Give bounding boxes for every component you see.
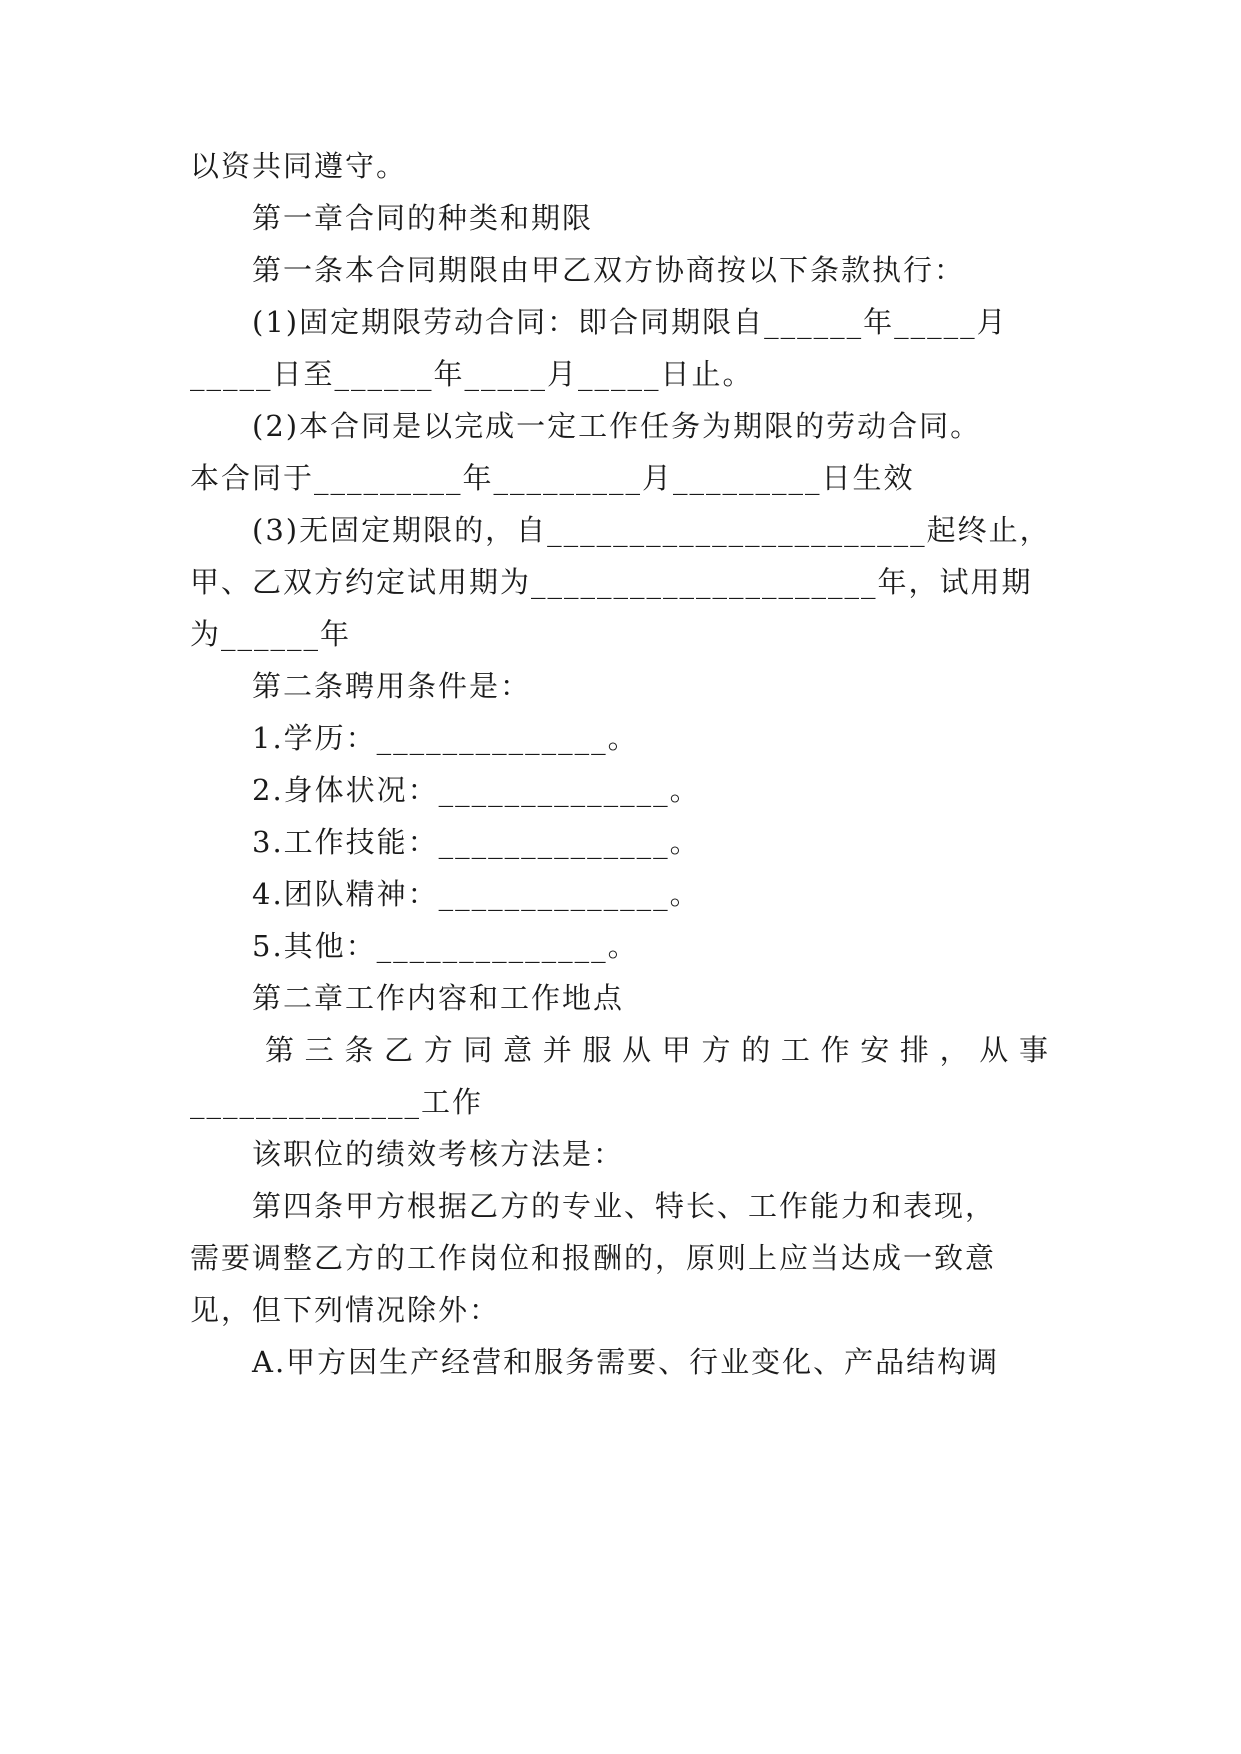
chapter-heading: 第二章工作内容和工作地点	[252, 981, 625, 1015]
text-line: 以资共同遵守。	[190, 149, 408, 183]
text-line: 甲、乙双方约定试用期为_____________________年，试用期	[190, 565, 1033, 599]
text-line: 见，但下列情况除外：	[190, 1293, 501, 1327]
article-text: (3)无固定期限的，自_______________________起终止，	[252, 513, 1051, 547]
text-line: 该职位的绩效考核方法是：	[252, 1137, 625, 1171]
article-text: (1)固定期限劳动合同：即合同期限自______年_____月	[252, 305, 1008, 339]
condition-item: 2.身体状况：______________。	[252, 773, 701, 807]
text-line: 需要调整乙方的工作岗位和报酬的，原则上应当达成一致意	[190, 1241, 997, 1275]
chapter-heading: 第一章合同的种类和期限	[252, 201, 594, 235]
article-text: 第一条本合同期限由甲乙双方协商按以下条款执行：	[252, 253, 966, 287]
text-line: 本合同于_________年_________月_________日生效	[190, 461, 915, 495]
condition-item: 5.其他：______________。	[252, 929, 639, 963]
article-text: 第四条甲方根据乙方的专业、特长、工作能力和表现，	[252, 1189, 997, 1223]
text-line: ______________工作	[190, 1085, 484, 1119]
text-line: 为______年	[190, 617, 352, 651]
condition-item: 3.工作技能：______________。	[252, 825, 701, 859]
article-text: (2)本合同是以完成一定工作任务为期限的劳动合同。	[252, 409, 982, 443]
article-text: A.甲方因生产经营和服务需要、行业变化、产品结构调	[252, 1345, 1000, 1379]
text-line: _____日至______年_____月_____日止。	[190, 357, 754, 391]
article-heading: 第二条聘用条件是：	[252, 669, 532, 703]
article-text: 第三条乙方同意并服从甲方的工作安排，从事	[265, 1033, 1050, 1067]
condition-item: 1.学历：______________。	[252, 721, 639, 755]
condition-item: 4.团队精神：______________。	[252, 877, 701, 911]
